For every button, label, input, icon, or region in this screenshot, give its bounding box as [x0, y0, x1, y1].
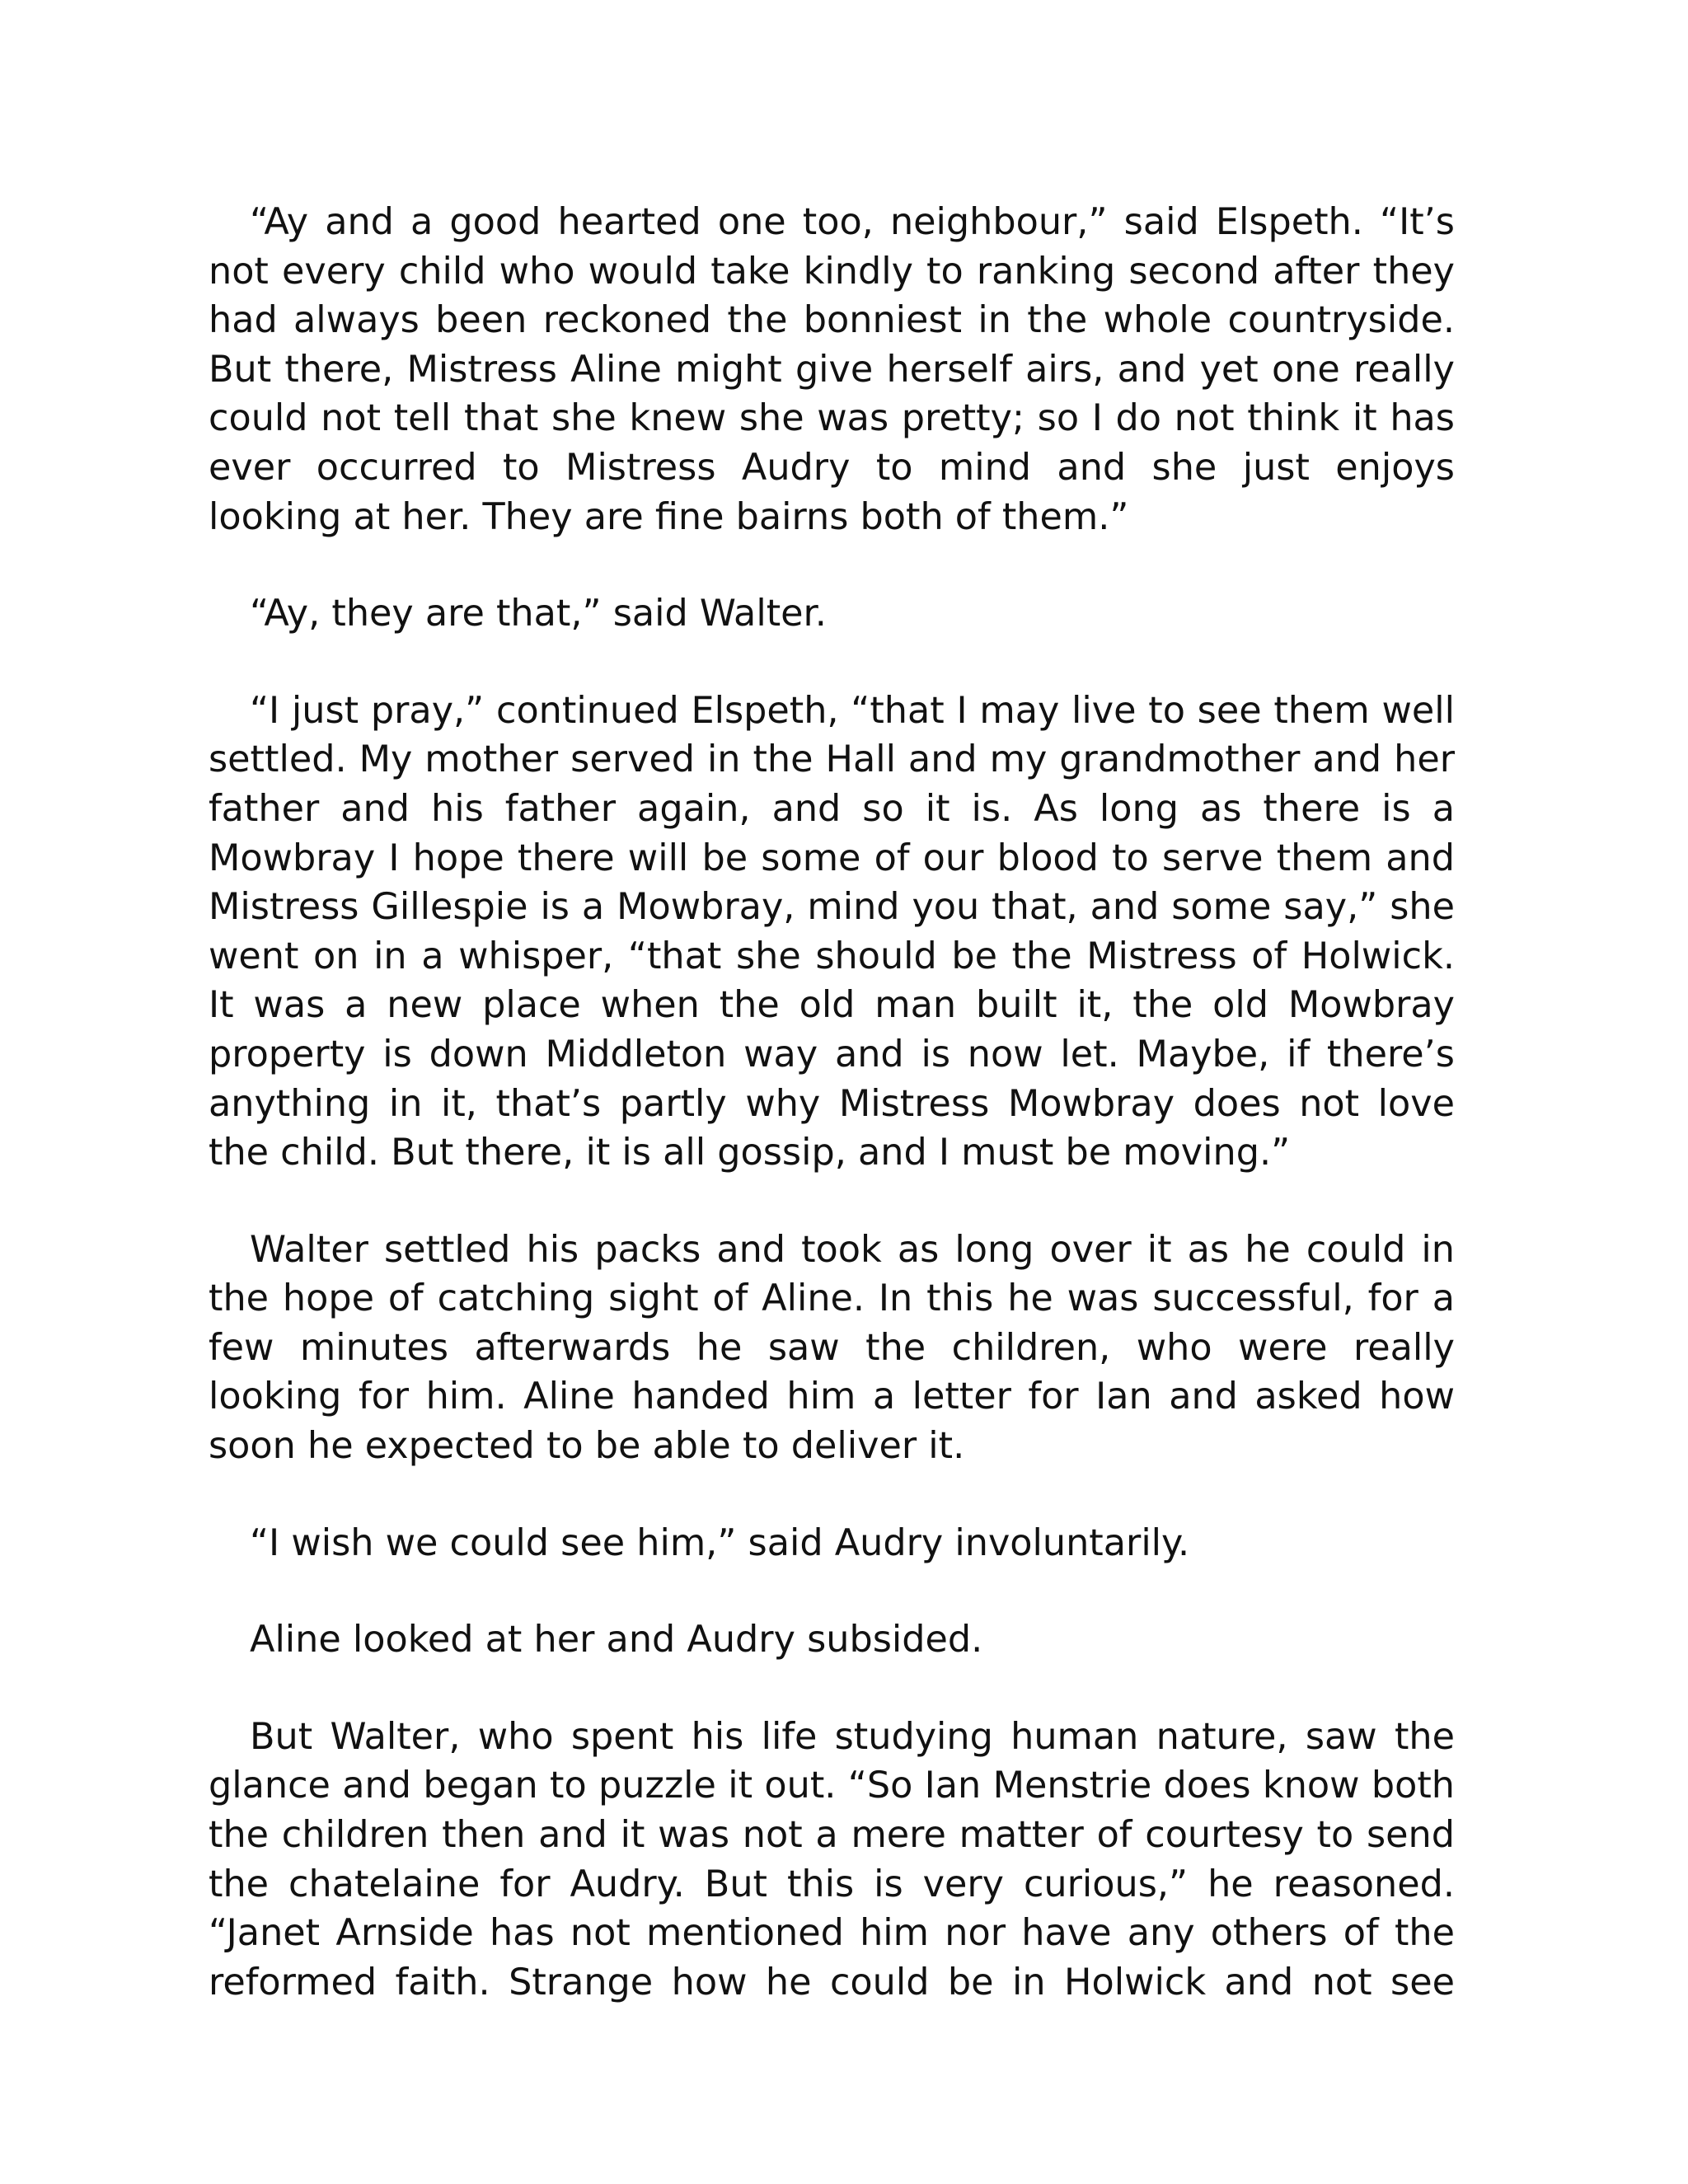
paragraph: Walter settled his packs and took as long over it as he could in the hope of catching sight of Aline. In this he was successful, for a few minutes afterwards he saw the children, who were really looking for him. Aline handed him a letter for Ian and asked how soon he expected to be able to deliver it.: [209, 1228, 1455, 1468]
paragraph: “I just pray,” continued Elspeth, “that I may live to see them well settled. My mother served in the Hall and my grandmother and her father and his father again, and so it is. As long as there is a Mowbray I hope there will be some of our blood to serve them and Mistress Gillespie is a Mowbray, mind you that, and some say,” she went on in a whisper, “that she should be the Mistress of Holwick. It was a new place when the old man built it, the old Mowbray property is down Middleton way and is now let. Maybe, if there’s anything in it, that’s partly why Mistress Mowbray does not love the child. But there, it is all gossip, and I must be moving.”: [209, 689, 1455, 1174]
paragraph: “I wish we could see him,” said Audry involuntarily.: [250, 1521, 1190, 1564]
paragraph: “Ay and a good hearted one too, neighbour,” said Elspeth. “It’s not every child who would take kindly to ranking second after they had always been reckoned the bonniest in the whole countryside. But there, Mistress Aline might give herself airs, and yet one really could not tell that she knew she was pretty; so I do not think it has ever occurred to Mistress Audry to mind and she just enjoys looking at her. They are fine bairns both of them.”: [209, 201, 1455, 538]
paragraph: But Walter, who spent his life studying human nature, saw the glance and began to puzzle it out. “So Ian Menstrie does know both the children then and it was not a mere matter of courtesy to send the chatelaine for Audry. But this is very curious,” he reasoned. “Janet Arnside has not mentioned him nor have any others of the reformed faith. Strange how he could be in Holwick and not see: [209, 1715, 1455, 2004]
paragraph: “Ay, they are that,” said Walter.: [250, 593, 827, 635]
page-body: [209, 198, 1455, 2007]
paragraph: Aline looked at her and Audry subsided.: [250, 1619, 983, 1661]
